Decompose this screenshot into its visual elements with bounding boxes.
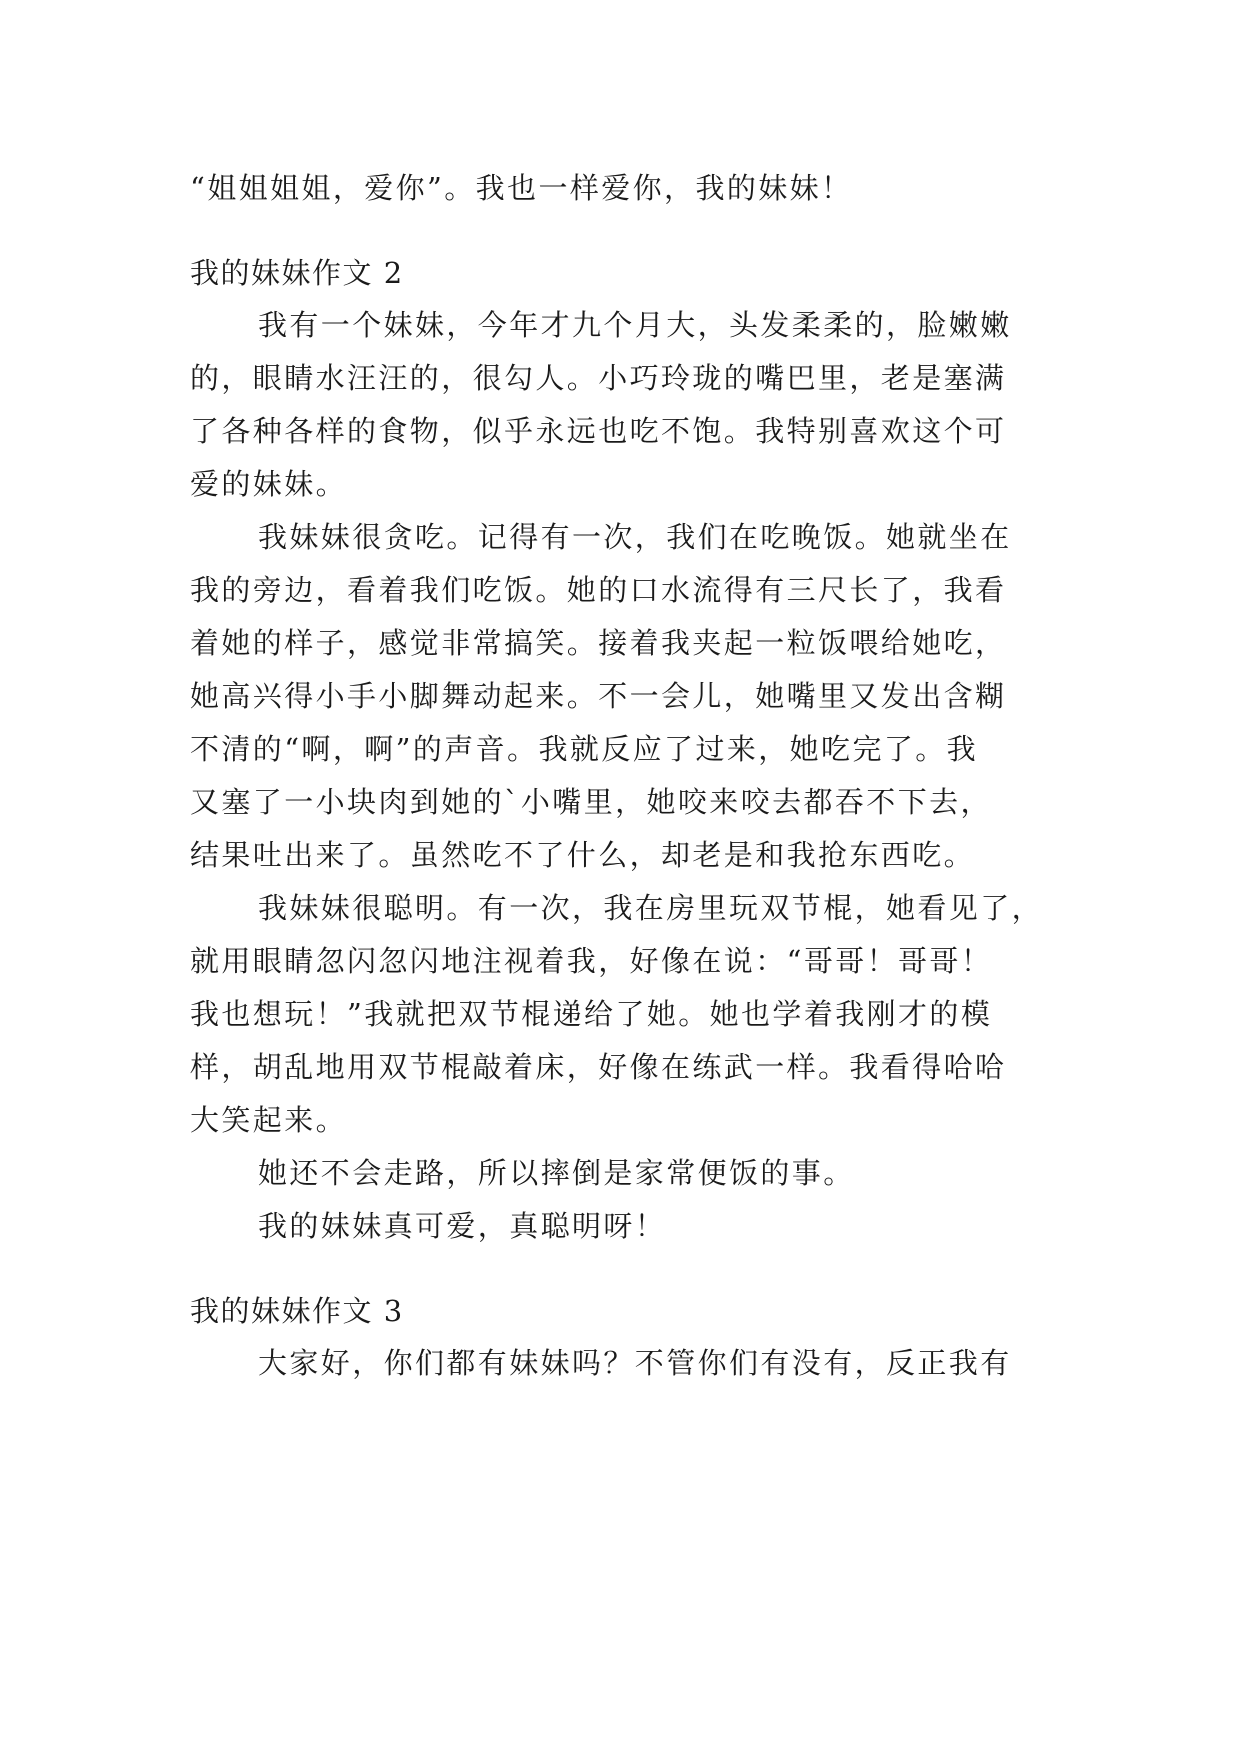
- essay-2-paragraph-3-line-4: 样，胡乱地用双节棍敲着床，好像在练武一样。我看得哈哈: [190, 1050, 1007, 1084]
- essay-2-paragraph-2-line-6: 又塞了一小块肉到她的`小嘴里，她咬来咬去都吞不下去，: [190, 785, 992, 819]
- essay-2-paragraph-3-line-2: 就用眼睛忽闪忽闪地注视着我，好像在说：“哥哥！哥哥！: [190, 944, 993, 978]
- essay-2-paragraph-2-line-4: 她高兴得小手小脚舞动起来。不一会儿，她嘴里又发出含糊: [190, 679, 1007, 713]
- essay-2-paragraph-1-line-2: 的，眼睛水汪汪的，很勾人。小巧玲珑的嘴巴里，老是塞满: [190, 361, 1007, 395]
- essay-2-paragraph-3-line-3: 我也想玩！”我就把双节棍递给了她。她也学着我刚才的模: [190, 997, 993, 1031]
- essay-3-heading: 我的妹妹作文 3: [190, 1294, 404, 1328]
- essay-2-paragraph-5-line-1: 我的妹妹真可爱，真聪明呀！: [258, 1209, 667, 1243]
- essay-2-heading: 我的妹妹作文 2: [190, 256, 404, 290]
- essay-2-paragraph-2-line-2: 我的旁边，看着我们吃饭。她的口水流得有三尺长了，我看: [190, 573, 1007, 607]
- essay-2-paragraph-2-line-7: 结果吐出来了。虽然吃不了什么，却老是和我抢东西吃。: [190, 838, 976, 872]
- essay-2-paragraph-2-line-3: 着她的样子，感觉非常搞笑。接着我夹起一粒饭喂给她吃，: [190, 626, 1007, 660]
- essay-2-paragraph-3-line-1: 我妹妹很聪明。有一次，我在房里玩双节棍，她看见了，: [258, 891, 1044, 925]
- essay-2-paragraph-1-line-3: 了各种各样的食物，似乎永远也吃不饱。我特别喜欢这个可: [190, 414, 1007, 448]
- essay-2-paragraph-3-line-5: 大笑起来。: [190, 1103, 348, 1137]
- essay-2-paragraph-4-line-1: 她还不会走路，所以摔倒是家常便饭的事。: [258, 1156, 855, 1190]
- essay-2-paragraph-2-line-1: 我妹妹很贪吃。记得有一次，我们在吃晚饭。她就坐在: [258, 520, 1012, 554]
- essay-2-paragraph-1-line-1: 我有一个妹妹，今年才九个月大，头发柔柔的，脸嫩嫩: [258, 308, 1012, 342]
- essay-2-paragraph-1-line-4: 爱的妹妹。: [190, 467, 348, 501]
- essay-3-paragraph-1-line-1: 大家好，你们都有妹妹吗？不管你们有没有，反正我有: [258, 1346, 1012, 1380]
- intro-line: “姐姐姐姐，爱你”。我也一样爱你，我的妹妹！: [190, 171, 853, 205]
- essay-2-paragraph-2-line-5: 不清的“啊，啊”的声音。我就反应了过来，她吃完了。我: [190, 732, 979, 766]
